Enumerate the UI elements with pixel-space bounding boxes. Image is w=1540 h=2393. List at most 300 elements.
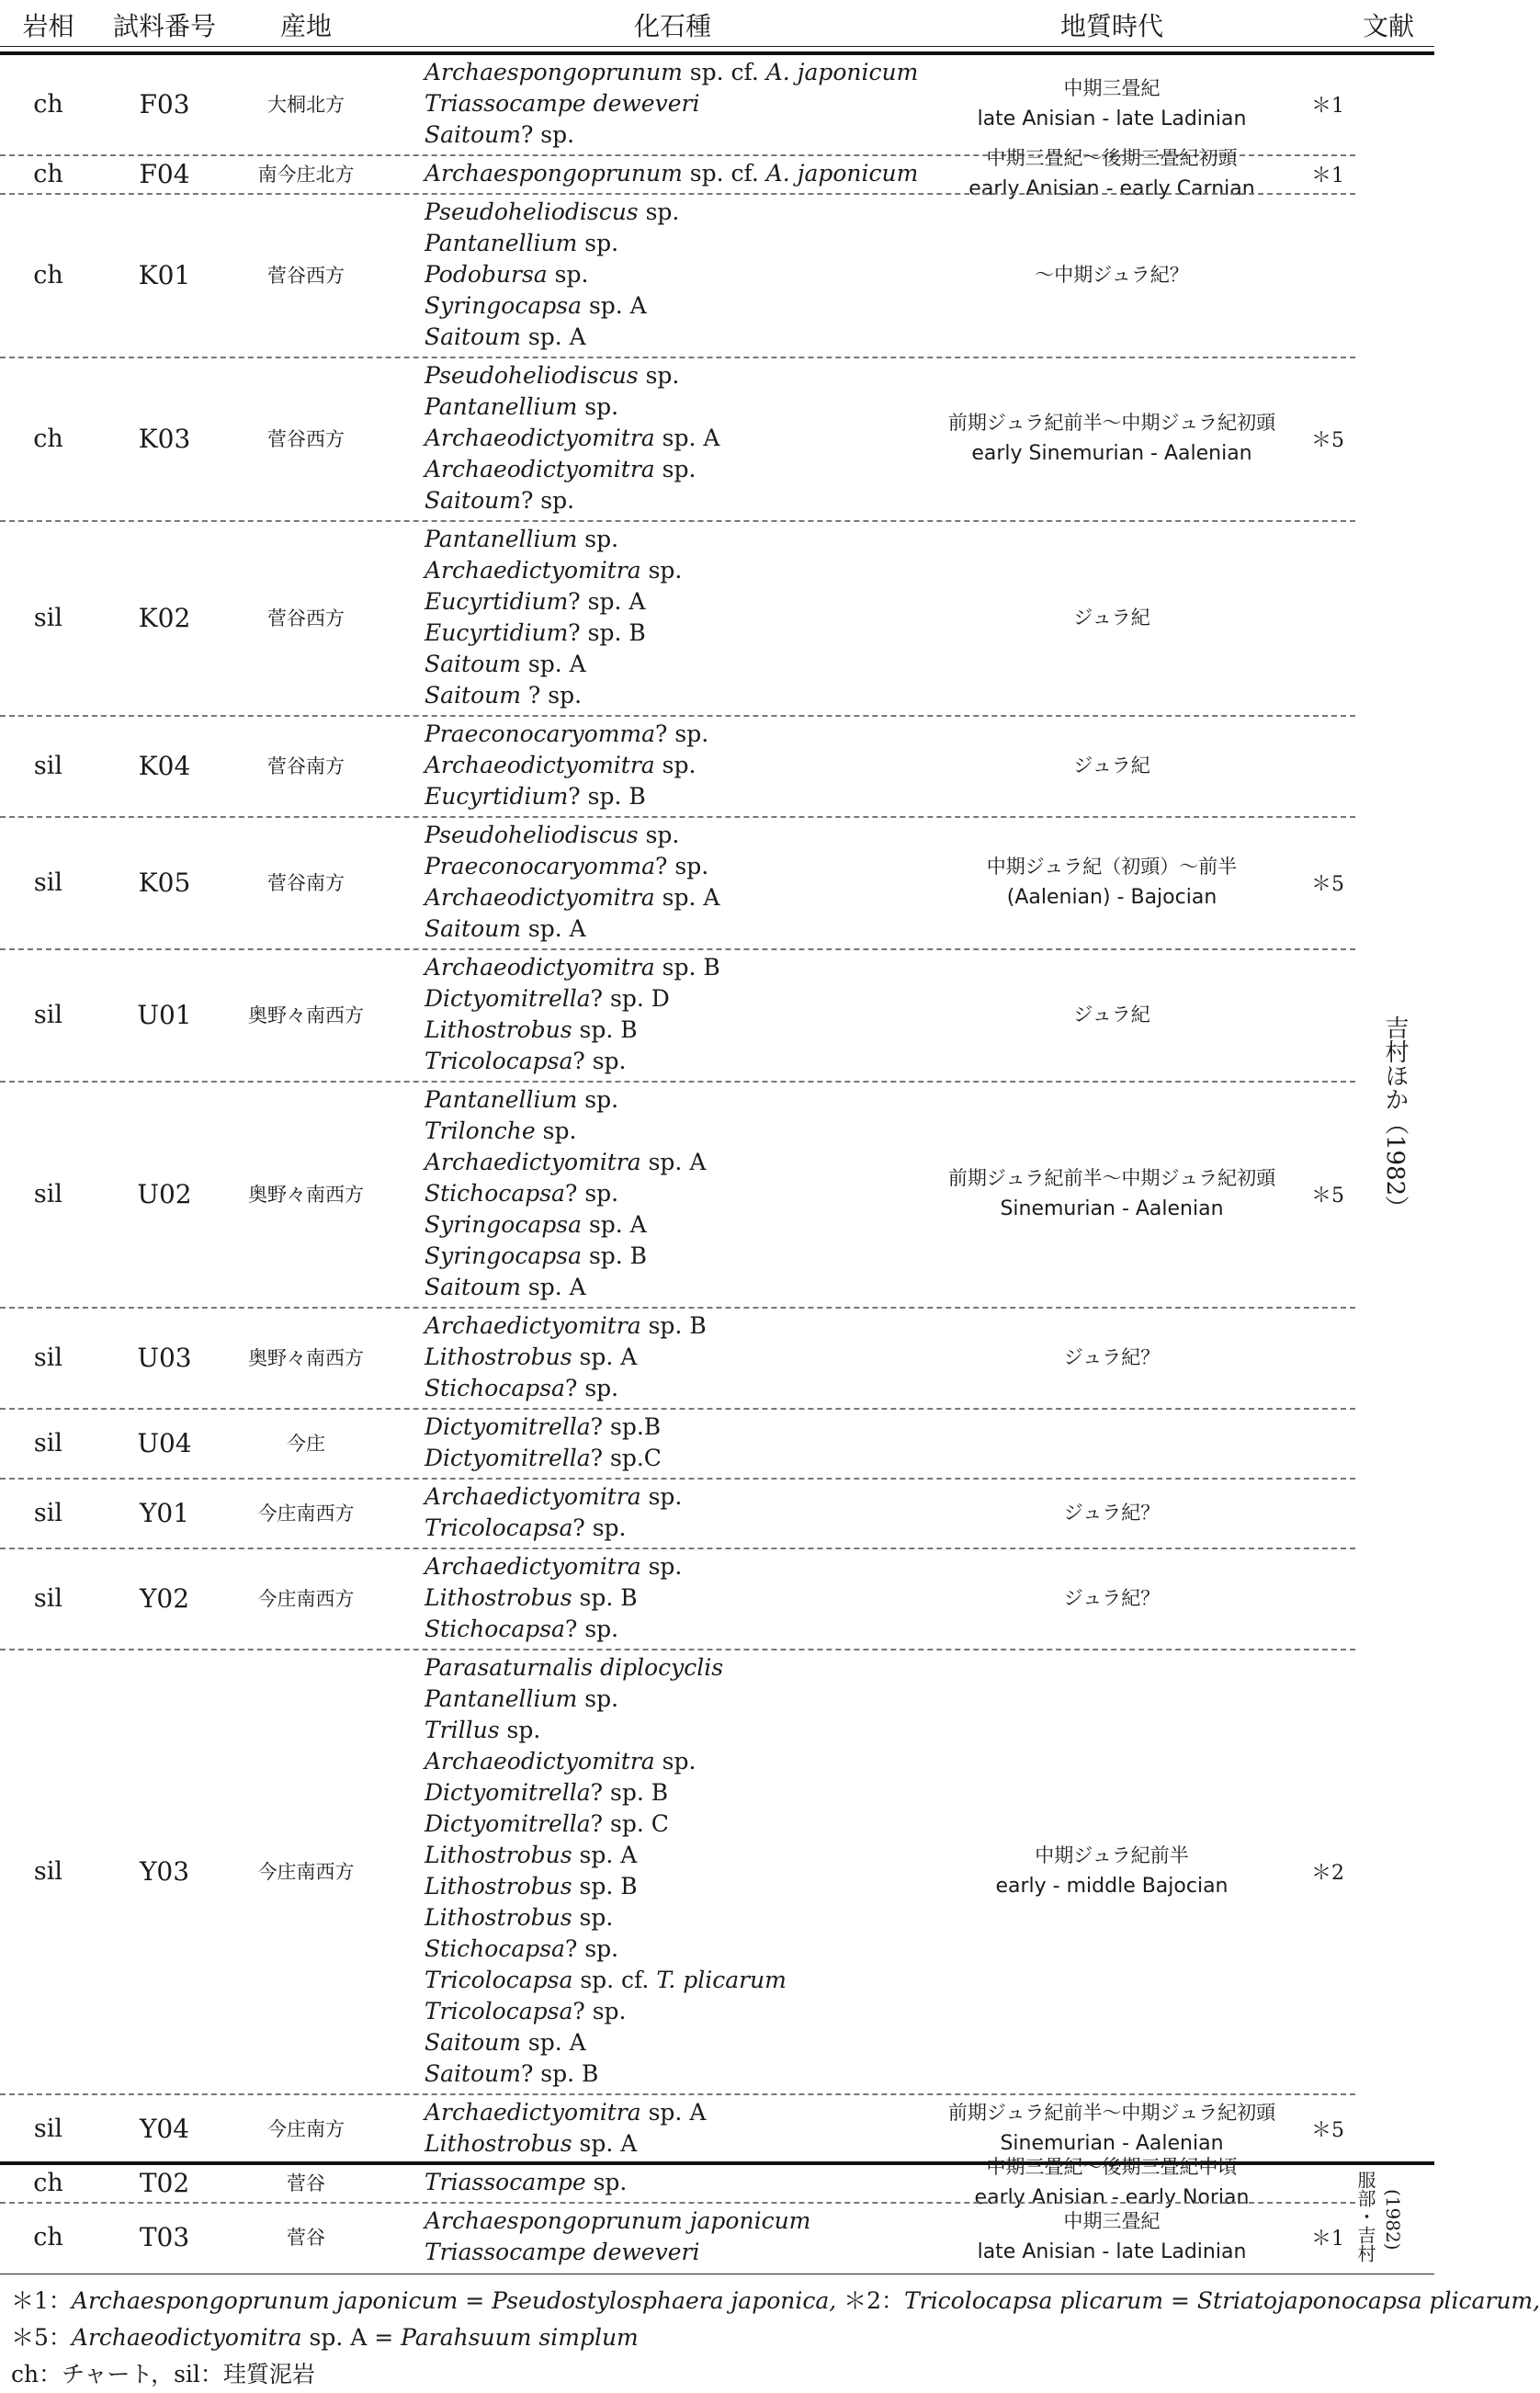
fossil-species-part: Pseudoheliodiscus <box>425 198 639 225</box>
footnote-part: ＊2： <box>836 2287 905 2314</box>
fossil-species-part: ? sp. B <box>590 1779 669 1806</box>
fossil-species-part: sp. cf. <box>572 1967 657 1993</box>
footnote-part: Parahsuum simplum <box>401 2324 639 2351</box>
lithology-cell: ch <box>33 424 63 453</box>
fossil-species-part: sp. A <box>640 2099 707 2126</box>
age-cell <box>919 1548 1305 1649</box>
fossil-species-part: ? sp. <box>520 487 575 514</box>
fossil-species <box>425 820 679 851</box>
fossil-species-part: Tricolocapsa <box>425 1514 573 1541</box>
fossil-species-part: Saitoum <box>425 121 521 148</box>
fossil-species-part: ? sp. <box>564 1375 619 1401</box>
footnote-line <box>11 2283 1540 2316</box>
fossil-species <box>425 1443 662 1474</box>
sample-id-cell: Y03 <box>139 1855 190 1887</box>
fossil-species-part: ? sp. B <box>568 783 646 810</box>
fossil-species-part: Archaeodictyomitra <box>425 752 655 778</box>
fossil-species-part: sp. A <box>520 323 586 350</box>
fossil-species <box>425 1652 723 1684</box>
sample-id-cell: Y04 <box>139 2113 190 2144</box>
fossil-species-part: Trilonche <box>425 1117 536 1144</box>
fossil-species-part: sp. B <box>582 1242 648 1269</box>
fossil-list <box>425 1081 939 1307</box>
fossil-list <box>425 1408 939 1478</box>
fossil-species-part: Pantanellium <box>425 230 578 256</box>
fossil-species <box>425 1551 682 1582</box>
footnote-part: Tricolocapsa plicarum <box>904 2287 1164 2314</box>
fossil-species-part: Archaedictyomitra <box>425 557 641 584</box>
fossil-species-part: Triassocampe deweveri <box>425 2239 700 2265</box>
sample-id-cell: F04 <box>139 158 190 189</box>
age-cell <box>919 1478 1305 1548</box>
sample-id-cell: K04 <box>138 750 191 781</box>
locality-cell: 今庄南西方 <box>257 1861 355 1883</box>
fossil-species-part: sp. <box>577 1086 619 1113</box>
fossil-species <box>425 259 588 290</box>
age-japanese: ～中期ジュラ紀？ <box>1035 264 1189 286</box>
sample-id-cell: K03 <box>138 423 191 454</box>
fossil-species-part: sp. <box>654 1748 696 1775</box>
fossil-species <box>425 1015 638 1046</box>
fossil-species-part: Trillus <box>425 1717 500 1743</box>
fossil-species-part: ? sp. A <box>568 588 646 615</box>
fossil-species-part: sp. <box>572 1904 614 1931</box>
header-age: 地質時代 <box>1059 11 1163 41</box>
fossil-species-part: Syringocapsa <box>425 1211 582 1238</box>
age-japanese: 中期三畳紀～後期三畳紀初頭 <box>986 147 1238 169</box>
fossil-species-part: ? sp. B <box>568 619 646 646</box>
fossil-list <box>425 1478 939 1548</box>
fossil-species <box>425 2167 627 2198</box>
fossil-species-part: sp. A <box>572 2130 638 2157</box>
sample-id-cell: K05 <box>138 867 191 898</box>
fossil-species-part: sp. <box>535 1117 577 1144</box>
age-japanese: 中期三畳紀 <box>1063 2210 1161 2232</box>
fossil-species-part: sp. A <box>572 1344 638 1370</box>
fossil-species-part: sp. <box>654 456 696 482</box>
fossil-species <box>425 119 574 151</box>
fossil-species-part: sp. <box>585 2169 628 2195</box>
age-english: early Anisian - early Carnian <box>968 177 1255 200</box>
fossil-species-part: ? sp. <box>572 1998 627 2024</box>
fossil-species-part: Eucyrtidium <box>425 619 569 646</box>
fossil-species-part: ? sp. D <box>590 985 670 1012</box>
fossil-species-part: sp. B <box>572 1873 638 1900</box>
fossil-species-part: sp. A <box>520 2029 586 2056</box>
fossil-species-part: sp. A <box>520 1274 586 1300</box>
header-lithology: 岩相 <box>22 11 74 41</box>
fossil-species-part: sp. <box>654 752 696 778</box>
age-cell <box>919 715 1305 816</box>
age-japanese: ジュラ紀 <box>1073 1004 1150 1026</box>
fossil-list <box>425 2202 939 2272</box>
fossil-species-part: Stichocapsa <box>425 1935 565 1962</box>
fossil-species <box>425 57 918 88</box>
fossil-species-part: A. japonicum <box>765 59 919 85</box>
fossil-species-part: Syringocapsa <box>425 1242 582 1269</box>
sample-id-cell: T03 <box>139 2221 190 2252</box>
fossil-species <box>425 454 696 485</box>
fossil-species-part: sp. B <box>654 954 720 981</box>
fossil-species-part: Lithostrobus <box>425 1873 572 1900</box>
locality-cell: 菅谷南方 <box>267 755 345 777</box>
fossil-species-part: Saitoum <box>425 651 521 677</box>
fossil-species-part: Parasaturnalis diplocyclis <box>425 1654 724 1681</box>
fossil-species <box>425 1902 613 1934</box>
fossil-species-part: ? sp. <box>564 1935 619 1962</box>
age-cell <box>919 357 1305 520</box>
locality-cell: 今庄南西方 <box>257 1503 355 1525</box>
reference-hattori-yoshimura-year: (1982) <box>1382 2189 1404 2251</box>
fossil-species-part: Dictyomitrella <box>425 1445 591 1471</box>
fossil-species <box>425 1996 627 2027</box>
fossil-species-part: ? sp. <box>572 1514 627 1541</box>
fossil-species-part: Saitoum <box>425 323 521 350</box>
reference-mark: ＊2 <box>1311 1861 1344 1885</box>
fossil-species <box>425 1373 618 1404</box>
sample-id-cell: U02 <box>137 1178 192 1209</box>
fossil-species-part: Lithostrobus <box>425 1344 572 1370</box>
fossil-species <box>425 1871 638 1902</box>
age-japanese: ジュラ紀 <box>1073 607 1150 629</box>
fossil-list <box>425 1548 939 1649</box>
header-top-rule <box>0 46 1434 47</box>
fossil-species-part: Triassocampe <box>425 2169 586 2195</box>
sample-id-cell: F03 <box>139 88 190 119</box>
fossil-species-part: ? sp. <box>520 682 583 709</box>
fossil-species-part: A. japonicum <box>765 160 919 187</box>
lithology-cell: sil <box>33 1343 63 1372</box>
reference-hattori-yoshimura-name: 服部・吉村 <box>1354 2171 1376 2263</box>
fossil-species-part: ? sp.B <box>590 1413 662 1440</box>
footnote-part: Archaespongoprunum japonicum <box>71 2287 459 2314</box>
fossil-species-part: Pseudoheliodiscus <box>425 822 639 848</box>
reference-mark: ＊1 <box>1311 2227 1344 2251</box>
fossil-species-part: Triassocampe deweveri <box>425 90 700 117</box>
footnote-part: ＊5： <box>11 2324 72 2351</box>
fossil-list <box>425 357 939 520</box>
locality-cell: 菅谷 <box>287 2227 325 2249</box>
fossil-species-part: Dictyomitrella <box>425 1810 591 1837</box>
header-reference: 文献 <box>1362 11 1414 41</box>
fossil-species <box>425 781 646 812</box>
fossil-species <box>425 983 670 1015</box>
age-english: early Anisian - early Norian <box>974 2186 1250 2209</box>
lithology-cell: sil <box>33 1498 63 1527</box>
sample-id-cell: T02 <box>139 2167 190 2198</box>
fossil-species <box>425 391 618 423</box>
fossil-species-part: Pantanellium <box>425 526 578 552</box>
locality-cell: 菅谷南方 <box>267 872 345 894</box>
fossil-species-part: sp. <box>638 822 680 848</box>
fossil-species <box>425 524 618 555</box>
fossil-species <box>425 1746 696 1777</box>
fossil-species-part: Praeconocaryomma <box>425 853 656 879</box>
fossil-species-part: Stichocapsa <box>425 1375 565 1401</box>
fossil-species <box>425 1614 618 1645</box>
age-english: early Sinemurian - Aalenian <box>971 442 1252 465</box>
fossil-species <box>425 197 679 228</box>
fossil-species-part: Saitoum <box>425 487 521 514</box>
fossil-species-part: sp. <box>577 393 619 420</box>
fossil-species-part: sp. A <box>640 1149 707 1175</box>
fossil-species-part: sp. A <box>654 884 720 911</box>
fossil-species <box>425 851 708 882</box>
locality-cell: 奥野々南西方 <box>248 1347 364 1369</box>
fossil-species <box>425 2097 706 2128</box>
fossil-species <box>425 228 618 259</box>
fossil-species-part: sp. A <box>654 425 720 451</box>
fossil-species-part: Archaedictyomitra <box>425 1149 641 1175</box>
lithology-cell: sil <box>33 868 63 897</box>
fossil-species-part: Tricolocapsa <box>425 1967 573 1993</box>
fossil-species-part: ? sp. <box>572 1048 627 1074</box>
fossil-species-part: Saitoum <box>425 2029 521 2056</box>
age-english: (Aalenian) - Bajocian <box>1006 886 1217 909</box>
sample-id-cell: K01 <box>138 259 191 290</box>
lithology-cell: ch <box>33 260 63 289</box>
age-english: Sinemurian - Aalenian <box>1000 1197 1224 1220</box>
fossil-species-part: Dictyomitrella <box>425 1413 591 1440</box>
locality-cell: 菅谷西方 <box>267 607 345 629</box>
fossil-species-part: Pantanellium <box>425 1086 578 1113</box>
age-japanese: ジュラ紀？ <box>1063 1346 1161 1368</box>
lithology-cell: sil <box>33 603 63 632</box>
fossil-species-part: Archaeodictyomitra <box>425 884 655 911</box>
header-locality: 産地 <box>279 11 332 41</box>
locality-cell: 菅谷 <box>287 2172 325 2195</box>
fossil-list <box>425 2093 939 2163</box>
fossil-species <box>425 1934 618 1965</box>
fossil-list <box>425 53 939 154</box>
fossil-species-part: Praeconocaryomma <box>425 720 656 747</box>
fossil-list <box>425 816 939 948</box>
fossil-species-part: Archaespongoprunum <box>425 59 683 85</box>
lithology-cell: ch <box>33 2222 63 2251</box>
footnote-line <box>11 2356 315 2389</box>
lithology-cell: sil <box>33 1583 63 1613</box>
fossil-species-part: Lithostrobus <box>425 1904 572 1931</box>
fossil-species-part: sp. A <box>520 915 586 942</box>
fossil-species <box>425 1582 638 1614</box>
fossil-list <box>425 2163 939 2202</box>
fossil-species-part: Archaespongoprunum japonicum <box>425 2207 811 2234</box>
locality-cell: 今庄南方 <box>267 2118 345 2140</box>
sample-id-cell: U03 <box>137 1342 192 1373</box>
fossil-species-part: Archaedictyomitra <box>425 1553 641 1580</box>
age-cell <box>919 53 1305 154</box>
fossil-species-part: sp. <box>577 526 619 552</box>
fossil-species-part: Archaedictyomitra <box>425 1312 641 1339</box>
fossil-species-part: ? sp. <box>564 1616 619 1642</box>
fossil-species-part: Lithostrobus <box>425 2130 572 2157</box>
footnote-part: sp. A = <box>301 2324 402 2351</box>
fossil-species <box>425 2128 637 2160</box>
fossil-species-part: Lithostrobus <box>425 1016 572 1043</box>
locality-cell: 今庄南西方 <box>257 1588 355 1610</box>
age-japanese: 前期ジュラ紀前半～中期ジュラ紀初頭 <box>947 1167 1276 1189</box>
fossil-species-part: sp. <box>640 1483 683 1510</box>
fossil-species-part: sp. cf. <box>682 59 766 85</box>
footnote-part: = <box>1163 2287 1197 2314</box>
fossil-list <box>425 1649 939 2093</box>
fossil-species <box>425 2058 598 2090</box>
locality-cell: 奥野々南西方 <box>248 1004 364 1026</box>
fossil-species-part: ? sp. <box>564 1180 619 1207</box>
locality-cell: 南今庄北方 <box>257 164 355 186</box>
fossil-species <box>425 2027 586 2058</box>
sample-id-cell: U04 <box>137 1427 192 1458</box>
fossil-species <box>425 1116 576 1147</box>
age-cell <box>919 2156 1305 2209</box>
fossil-species-part: Saitoum <box>425 1274 521 1300</box>
fossil-species-part: ? sp. <box>520 121 575 148</box>
lithology-cell: ch <box>33 2168 63 2197</box>
fossil-species <box>425 586 645 618</box>
fossil-species-part: ? sp.C <box>590 1445 662 1471</box>
fossil-species <box>425 1084 618 1116</box>
age-english: Sinemurian - Aalenian <box>1000 2132 1224 2155</box>
age-english: early - middle Bajocian <box>995 1875 1229 1898</box>
fossil-species-part: Dictyomitrella <box>425 1779 591 1806</box>
fossil-species <box>425 649 586 680</box>
age-japanese: 中期三畳紀 <box>1063 77 1161 99</box>
footnote-part: ch：チャート，sil：珪質泥岩 <box>11 2361 315 2387</box>
fossil-species-part: sp. <box>499 1717 541 1743</box>
footnote-part: Pseudostylosphaera japonica, <box>492 2287 837 2314</box>
age-cell <box>919 816 1305 948</box>
fossil-species <box>425 1241 647 1272</box>
reference-mark: ＊5 <box>1311 1184 1344 1208</box>
fossil-species <box>425 1840 637 1871</box>
fossil-species <box>425 360 679 391</box>
fossil-species <box>425 680 582 711</box>
footnote-part: Striatojaponocapsa plicarum, <box>1196 2287 1540 2314</box>
footnote-part: Archaeodictyomitra <box>71 2324 302 2351</box>
age-japanese: ジュラ紀 <box>1073 754 1150 777</box>
fossil-species-part: sp. A <box>582 292 647 319</box>
fossil-list <box>425 193 939 357</box>
fossil-species <box>425 1513 627 1544</box>
lithology-cell: sil <box>33 1428 63 1457</box>
fossil-list <box>425 715 939 816</box>
age-japanese: ジュラ紀？ <box>1063 1587 1161 1609</box>
fossil-species-part: Archaedictyomitra <box>425 1483 641 1510</box>
fossil-species <box>425 1715 540 1746</box>
fossil-species <box>425 618 646 649</box>
reference-mark: ＊5 <box>1311 428 1344 452</box>
fossil-species-part: ? sp. C <box>590 1810 669 1837</box>
fossil-species-part: Eucyrtidium <box>425 588 569 615</box>
footnote-part: ＊1： <box>11 2287 72 2314</box>
fossil-species-part: Saitoum <box>425 682 521 709</box>
fossil-species <box>425 2206 810 2237</box>
fossil-species-part: Stichocapsa <box>425 1180 565 1207</box>
fossil-species <box>425 322 586 353</box>
fossil-list <box>425 1307 939 1408</box>
fossil-species-part: Archaespongoprunum <box>425 160 683 187</box>
fossil-species <box>425 1777 668 1809</box>
lithology-cell: sil <box>33 1000 63 1029</box>
fossil-species <box>425 2237 699 2268</box>
fossil-species <box>425 750 696 781</box>
fossil-species <box>425 1684 618 1715</box>
fossil-species-part: Archaedictyomitra <box>425 2099 641 2126</box>
locality-cell: 菅谷西方 <box>267 265 345 287</box>
age-japanese: 前期ジュラ紀前半～中期ジュラ紀初頭 <box>947 412 1276 434</box>
fossil-species-part: Tricolocapsa <box>425 1998 573 2024</box>
sample-id-cell: U01 <box>137 999 192 1030</box>
age-cell <box>919 1649 1305 2093</box>
fossil-species <box>425 423 719 454</box>
reference-yoshimura-1982: 吉村ほか（1982） <box>1381 1015 1409 1220</box>
reference-mark: ＊1 <box>1311 94 1344 118</box>
sample-id-cell: Y01 <box>139 1497 190 1528</box>
fossil-species <box>425 1178 618 1209</box>
fossil-species <box>425 1965 787 1996</box>
fossil-species-part: Pantanellium <box>425 393 578 420</box>
lithology-cell: sil <box>33 1856 63 1886</box>
fossil-species <box>425 1310 707 1342</box>
age-japanese: 中期三畳紀～後期三畳紀中頃 <box>986 2156 1238 2178</box>
fossil-species-part: Archaeodictyomitra <box>425 1748 655 1775</box>
fossil-species-part: Pantanellium <box>425 1685 578 1712</box>
fossil-species-part: Archaeodictyomitra <box>425 954 655 981</box>
fossil-species <box>425 88 699 119</box>
fossil-species-part: sp. B <box>572 1016 638 1043</box>
footnote-part: = <box>458 2287 493 2314</box>
fossil-species <box>425 1147 706 1178</box>
fossil-species-part: Lithostrobus <box>425 1584 572 1611</box>
age-english: late Anisian - late Ladinian <box>977 2240 1247 2263</box>
reference-mark: ＊5 <box>1311 872 1344 896</box>
lithology-cell: ch <box>33 89 63 119</box>
fossil-species <box>425 1809 669 1840</box>
fossil-list <box>425 520 939 715</box>
footnote-line <box>11 2319 639 2353</box>
fossil-species-part: ? sp. <box>655 853 709 879</box>
fossil-species-part: sp. <box>640 557 683 584</box>
age-cell <box>919 193 1305 357</box>
age-cell <box>919 1307 1305 1408</box>
fossil-species <box>425 952 720 983</box>
fossil-species-part: Archaeodictyomitra <box>425 425 655 451</box>
sample-id-cell: Y02 <box>139 1582 190 1614</box>
fossil-species <box>425 1481 682 1513</box>
fossil-species-part: Saitoum <box>425 915 521 942</box>
lithology-cell: ch <box>33 159 63 188</box>
fossil-species-part: sp. <box>547 261 589 288</box>
fossil-species <box>425 1412 661 1443</box>
fossil-species <box>425 1046 627 1077</box>
lithology-cell: sil <box>33 2114 63 2143</box>
fossil-species-part: sp. A <box>520 651 586 677</box>
locality-cell: 菅谷西方 <box>267 428 345 450</box>
fossil-species-part: ? sp. <box>655 720 709 747</box>
fossil-list <box>425 154 939 193</box>
fossil-species-part: sp. B <box>572 1584 638 1611</box>
fossil-species-part: sp. B <box>640 1312 707 1339</box>
age-cell <box>919 1081 1305 1307</box>
fossil-species <box>425 719 708 750</box>
locality-cell: 奥野々南西方 <box>248 1184 364 1206</box>
fossil-species-part: Tricolocapsa <box>425 1048 573 1074</box>
fossil-species-part: Saitoum <box>425 2060 521 2087</box>
sample-id-cell: K02 <box>138 602 191 633</box>
fossil-species-part: Archaeodictyomitra <box>425 456 655 482</box>
fossil-species <box>425 290 647 322</box>
fossil-species-part: Syringocapsa <box>425 292 582 319</box>
